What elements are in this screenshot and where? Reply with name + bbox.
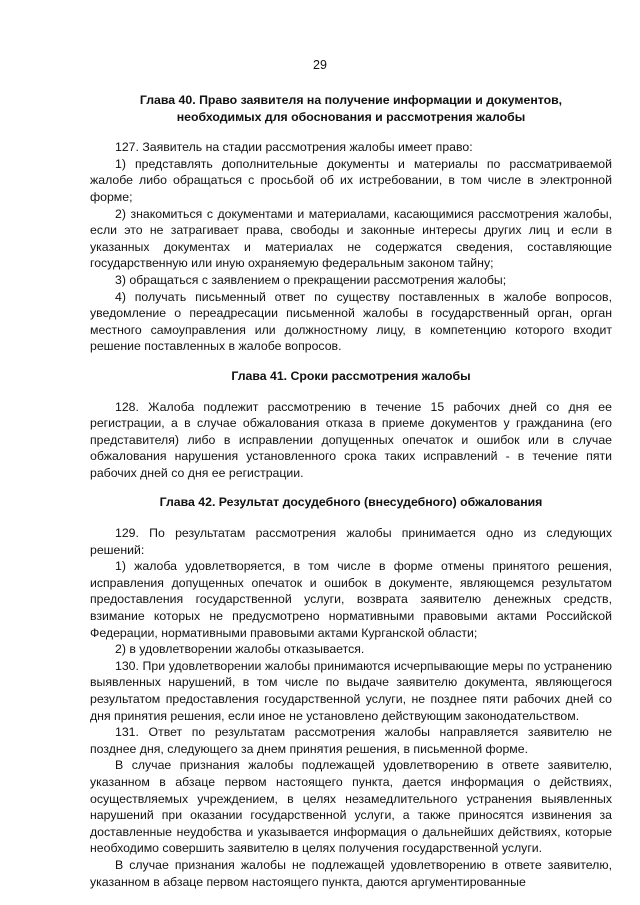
paragraph-127: 127. Заявитель на стадии рассмотрения жалобы имеет право: — [115, 140, 473, 155]
chapter-41-title — [90, 368, 612, 385]
paragraph-128: 128. Жалоба подлежит рассмотрению в течение 15 рабочих дней со дня ее регистрации, а в случае обжалования отказа в приеме документов у гражданина (его представителя) либо в исправлении допущенных опечаток и ошибок или в случае обжалования нарушения установленного срока таких исправлений - в течение пяти рабочих дней со дня ее регистрации. — [90, 399, 612, 480]
paragraph-127-item-1: 1) представлять дополнительные документы и материалы по рассматриваемой жалобе либо обращаться с просьбой об их истребовании, в том числе в электронной форме; — [90, 156, 612, 204]
paragraph-129: 129. По результатам рассмотрения жалобы принимается одно из следующих решений: — [90, 526, 612, 557]
paragraph-127-item-3: 3) обращаться с заявлением о прекращении рассмотрения жалобы; — [115, 272, 507, 287]
chapter-title-line: Глава 41. Сроки рассмотрения жалобы — [231, 368, 471, 383]
paragraph-130: 130. При удовлетворении жалобы принимаются исчерпывающие меры по устранению выявленных нарушений, в том числе по выдаче заявителю документа, являющегося результатом предоставления государственной услуги, не позднее пяти рабочих дней со дня принятия решения, если иное не установлено действующим законодательством. — [90, 658, 612, 723]
paragraph-129-item-1: 1) жалоба удовлетворяется, в том числе в форме отмены принятого решения, исправления допущенных опечаток и ошибок в документе, являющемся результатом предоставления государственной услуги, возврата заявителю денежных средств, взимание которых не предусмотрено нормативными правовыми актами Российской Федерации, нормативными правовыми актами Курганской области; — [90, 559, 612, 640]
chapter-title-line: Глава 42. Результат досудебного (внесудебного) обжалования — [159, 495, 543, 510]
paragraph-131-satisfied: В случае признания жалобы подлежащей удовлетворению в ответе заявителю, указанном в абзаце первом настоящего пункта, дается информация о действиях, осуществляемых учреждением, в целях незамедлительного устранения выявленных нарушений при оказании государственной услуги, а также приносятся извинения за доставленные неудобства и указывается информация о дальнейших действиях, которые необходимо совершить заявителю в целях получения государственной услуги. — [90, 758, 612, 856]
paragraph-129-item-2: 2) в удовлетворении жалобы отказывается. — [115, 642, 365, 657]
paragraph-127-item-2: 2) знакомиться с документами и материалами, касающимися рассмотрения жалобы, если это не затрагивает права, свободы и законные интересы других лиц и если в указанных документах и материалах не содержатся сведения, составляющие государственную или иную охраняемую федеральным законом тайну; — [90, 206, 612, 271]
chapter-42-title — [90, 494, 612, 511]
paragraph-131: 131. Ответ по результатам рассмотрения жалобы направляется заявителю не позднее дня, следующего за днем принятия решения, в письменной форме. — [90, 725, 612, 756]
chapter-title-line: Глава 40. Право заявителя на получение информации и документов, — [139, 93, 563, 107]
page-number: 29 — [313, 58, 327, 72]
paragraph-131-not-satisfied: В случае признания жалобы не подлежащей удовлетворению в ответе заявителю, указанном в абзаце первом настоящего пункта, даются аргументированные — [90, 857, 612, 889]
chapter-title-line: необходимых для обоснования и рассмотрения жалобы — [176, 109, 526, 124]
chapter-40-title — [90, 92, 612, 125]
document-body — [90, 92, 612, 890]
paragraph-127-item-4: 4) получать письменный ответ по существу поставленных в жалобе вопросов, уведомление о переадресации письменной жалобы в государственный орган, орган местного самоуправления или должностному лицу, в компетенцию которого входит решение поставленных в жалобе вопросов. — [90, 289, 612, 354]
